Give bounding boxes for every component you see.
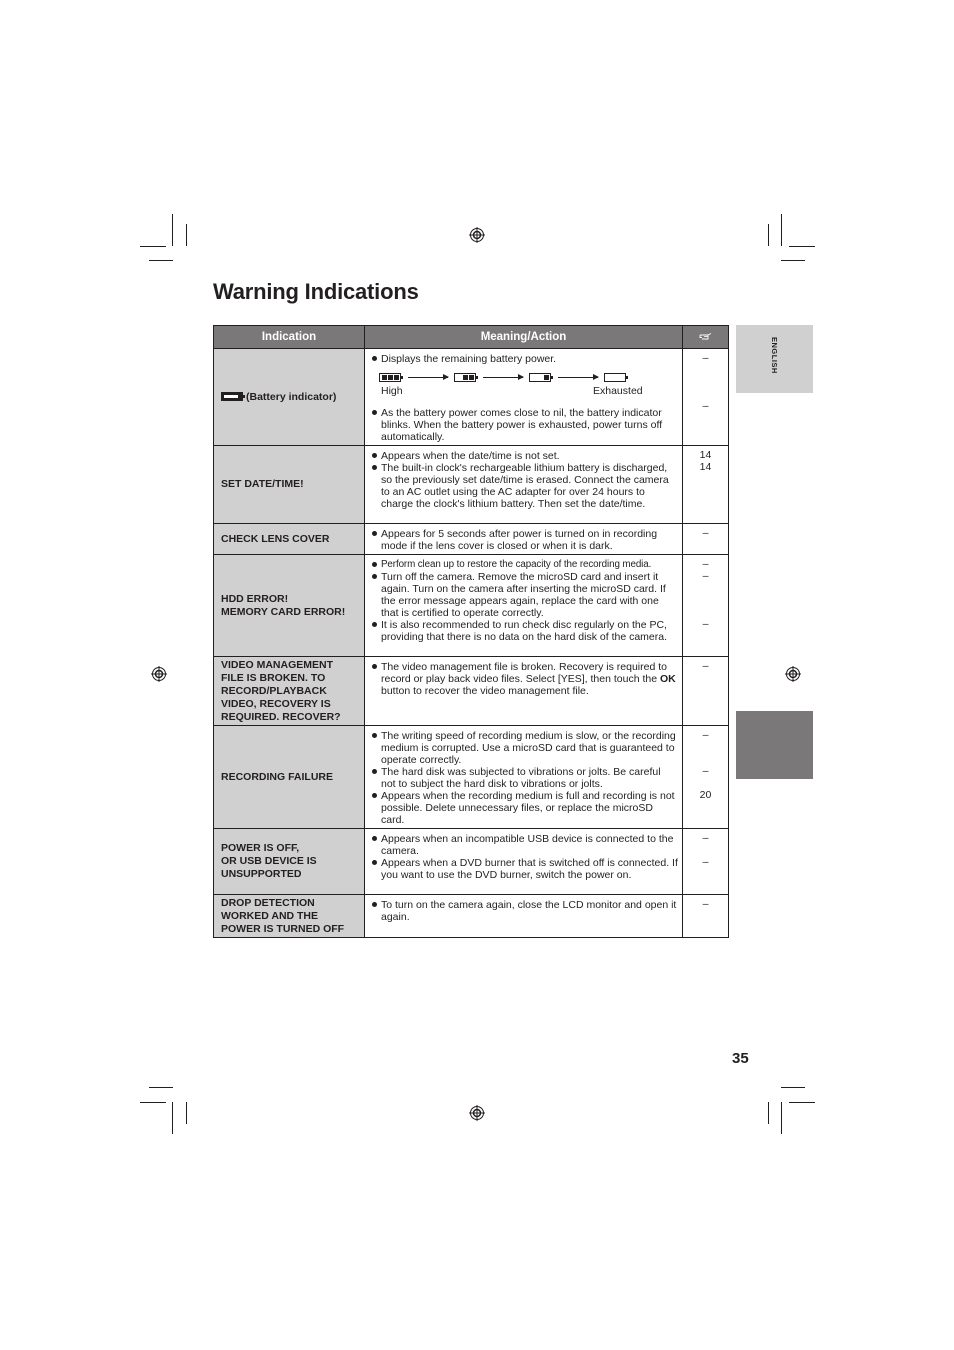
crop-mark: [768, 1102, 769, 1124]
reference-cell: [683, 555, 729, 657]
page-reference: –: [702, 729, 709, 741]
indication-label: SET DATE/TIME!: [221, 478, 304, 490]
page-reference: [683, 741, 728, 753]
arrow-right-icon: [408, 377, 448, 378]
warning-table: [213, 325, 729, 938]
battery-indicator-label: (Battery indicator): [246, 390, 337, 403]
meaning-cell: [365, 555, 683, 657]
crop-mark: [781, 214, 782, 246]
page-reference: [683, 844, 728, 856]
page-reference: –: [702, 618, 709, 630]
indication-cell: [214, 349, 365, 446]
page-number: 35: [732, 1050, 749, 1067]
list-item: Displays the remaining battery power.: [371, 353, 678, 365]
list-item: To turn on the camera again, close the LCD monitor and open it again.: [371, 899, 678, 923]
list-item: The hard disk was subjected to vibrations or jolts. Be careful not to subject the hard disk to vibrations or jolts.: [371, 766, 678, 790]
page-reference: –: [702, 898, 709, 910]
table-row: [214, 349, 729, 446]
crop-mark: [781, 1102, 782, 1134]
arrow-right-icon: [558, 377, 598, 378]
indication-label: POWER IS TURNED OFF: [221, 922, 345, 935]
list-item: It is also recommended to run check disc regularly on the PC, providing that there is no data on the hard disk of the camera.: [371, 619, 678, 643]
list-item: Appears when the recording medium is full and recording is not possible. Delete unnecessary files, or replace the microSD card.: [371, 790, 678, 826]
list-item-text: The video management file is broken. Recovery is required to record or play back video files. Select [YES], then touch the: [381, 661, 667, 685]
meaning-cell: [365, 726, 683, 829]
arrow-right-icon: [483, 377, 523, 378]
table-row: [214, 657, 729, 726]
list-item: Turn off the camera. Remove the microSD card and insert it again. Turn on the camera after inserting the microSD card. If the error message appears again, replace the card with one that is certified to operate correctly.: [371, 571, 678, 619]
indication-label: CHECK LENS COVER: [221, 532, 330, 545]
table-row: [214, 446, 729, 524]
language-tab: [736, 325, 813, 393]
list-item: As the battery power comes close to nil, the battery indicator blinks. When the battery power is exhausted, power turns off automatically.: [371, 407, 678, 443]
crop-mark: [172, 214, 173, 246]
page-reference: [683, 606, 728, 618]
indication-cell: [214, 657, 365, 726]
reference-cell: [683, 349, 729, 446]
battery-indicator-icon: [221, 392, 243, 401]
meaning-cell: [365, 524, 683, 555]
crop-mark: [140, 246, 166, 247]
battery-level-sequence: [379, 370, 678, 384]
reference-cell: [683, 829, 729, 895]
list-item: Appears for 5 seconds after power is turned on in recording mode if the lens cover is closed or when it is dark.: [371, 528, 678, 552]
indication-cell: [214, 555, 365, 657]
reference-cell: [683, 524, 729, 555]
spacer: [683, 364, 728, 376]
ok-button-label: OK: [659, 673, 676, 685]
page-reference: [683, 753, 728, 765]
reference-cell: [683, 895, 729, 938]
header-indication: Indication: [214, 326, 365, 349]
indication-label: VIDEO MANAGEMENT: [221, 658, 334, 671]
indication-label: FILE IS BROKEN. TO: [221, 671, 326, 684]
table-header: [214, 326, 729, 349]
reference-cell: [683, 726, 729, 829]
indication-label: RECORDING FAILURE: [221, 770, 334, 783]
indication-label: REQUIRED. RECOVER?: [221, 710, 341, 723]
registration-mark-icon: [469, 227, 485, 243]
battery-full-icon: [379, 373, 401, 382]
indication-label: VIDEO, RECOVERY IS: [221, 697, 331, 710]
crop-mark: [186, 1102, 187, 1124]
list-item: Appears when the date/time is not set.: [371, 450, 678, 462]
page-reference: –: [702, 660, 709, 672]
indication-cell: [214, 726, 365, 829]
meaning-cell: [365, 657, 683, 726]
battery-high-label: High: [381, 385, 403, 397]
page-reference: –: [702, 400, 709, 412]
battery-two-bars-icon: [454, 373, 476, 382]
indication-cell: [214, 829, 365, 895]
indication-label: WORKED AND THE: [221, 909, 319, 922]
indication-cell: [214, 524, 365, 555]
list-item-text: button to recover the video management file.: [381, 685, 589, 697]
spacer: [683, 376, 728, 388]
spacer: [683, 388, 728, 400]
battery-exhausted-label: Exhausted: [593, 385, 643, 397]
table-row: [214, 895, 729, 938]
crop-mark: [140, 1102, 166, 1103]
page-reference: 14: [699, 461, 712, 473]
page-reference: [683, 777, 728, 789]
page-reference: 20: [699, 789, 712, 801]
meaning-cell: [365, 349, 683, 446]
crop-mark: [789, 1102, 815, 1103]
battery-empty-icon: [604, 373, 626, 382]
list-item: The built-in clock's rechargeable lithium battery is discharged, so the previously set date/time is erased. Connect the camera to an AC outlet using the AC adapter for over 24 hours to charge the clock's lithium battery. Then set the date/time.: [371, 462, 678, 510]
meaning-cell: [365, 895, 683, 938]
header-meaning: Meaning/Action: [365, 326, 683, 349]
page-reference: –: [702, 856, 709, 868]
registration-mark-icon: [151, 666, 167, 682]
indication-label: HDD ERROR!: [221, 592, 289, 605]
crop-mark: [789, 246, 815, 247]
language-tab-label: ENGLISH: [770, 337, 779, 374]
page-reference: –: [702, 765, 709, 777]
page-reference: –: [702, 558, 709, 570]
registration-mark-icon: [469, 1105, 485, 1121]
page-reference: [683, 594, 728, 606]
list-item: Appears when an incompatible USB device is connected to the camera.: [371, 833, 678, 857]
indication-label: POWER IS OFF,: [221, 842, 300, 854]
crop-mark: [781, 260, 805, 261]
meaning-cell: [365, 446, 683, 524]
reference-cell: [683, 657, 729, 726]
page-reference: 14: [699, 449, 712, 461]
list-item: [371, 661, 678, 697]
list-item: Appears when a DVD burner that is switched off is connected. If you want to use the DVD burner, switch the power on.: [371, 857, 678, 881]
list-item: The writing speed of recording medium is slow, or the recording medium is corrupted. Use a microSD card that is guaranteed to operate correctly.: [371, 730, 678, 766]
indication-label: UNSUPPORTED: [221, 868, 302, 880]
indication-label: RECORD/PLAYBACK: [221, 684, 327, 697]
crop-mark: [768, 224, 769, 246]
table-row: [214, 726, 729, 829]
battery-one-bar-icon: [529, 373, 551, 382]
crop-mark: [149, 1087, 173, 1088]
page-reference: [683, 582, 728, 594]
indication-label: OR USB DEVICE IS: [221, 855, 317, 867]
table-row: [214, 829, 729, 895]
page-reference: –: [702, 527, 709, 539]
list-item: Perform clean up to restore the capacity of the recording media.: [371, 559, 678, 571]
reference-cell: [683, 446, 729, 524]
page-reference: –: [702, 832, 709, 844]
meaning-cell: [365, 829, 683, 895]
pointing-hand-icon: [699, 332, 713, 340]
indication-label: DROP DETECTION: [221, 896, 315, 909]
indication-label: MEMORY CARD ERROR!: [221, 605, 346, 618]
table-row: [214, 524, 729, 555]
indication-cell: [214, 895, 365, 938]
crop-mark: [186, 224, 187, 246]
crop-mark: [172, 1102, 173, 1134]
crop-mark: [149, 260, 173, 261]
page-reference: –: [702, 352, 709, 364]
header-reference: [683, 326, 729, 349]
page-title: Warning Indications: [213, 279, 419, 304]
indication-cell: [214, 446, 365, 524]
section-tab: [736, 711, 813, 779]
crop-mark: [781, 1087, 805, 1088]
page-reference: –: [702, 570, 709, 582]
table-row: [214, 555, 729, 657]
registration-mark-icon: [785, 666, 801, 682]
